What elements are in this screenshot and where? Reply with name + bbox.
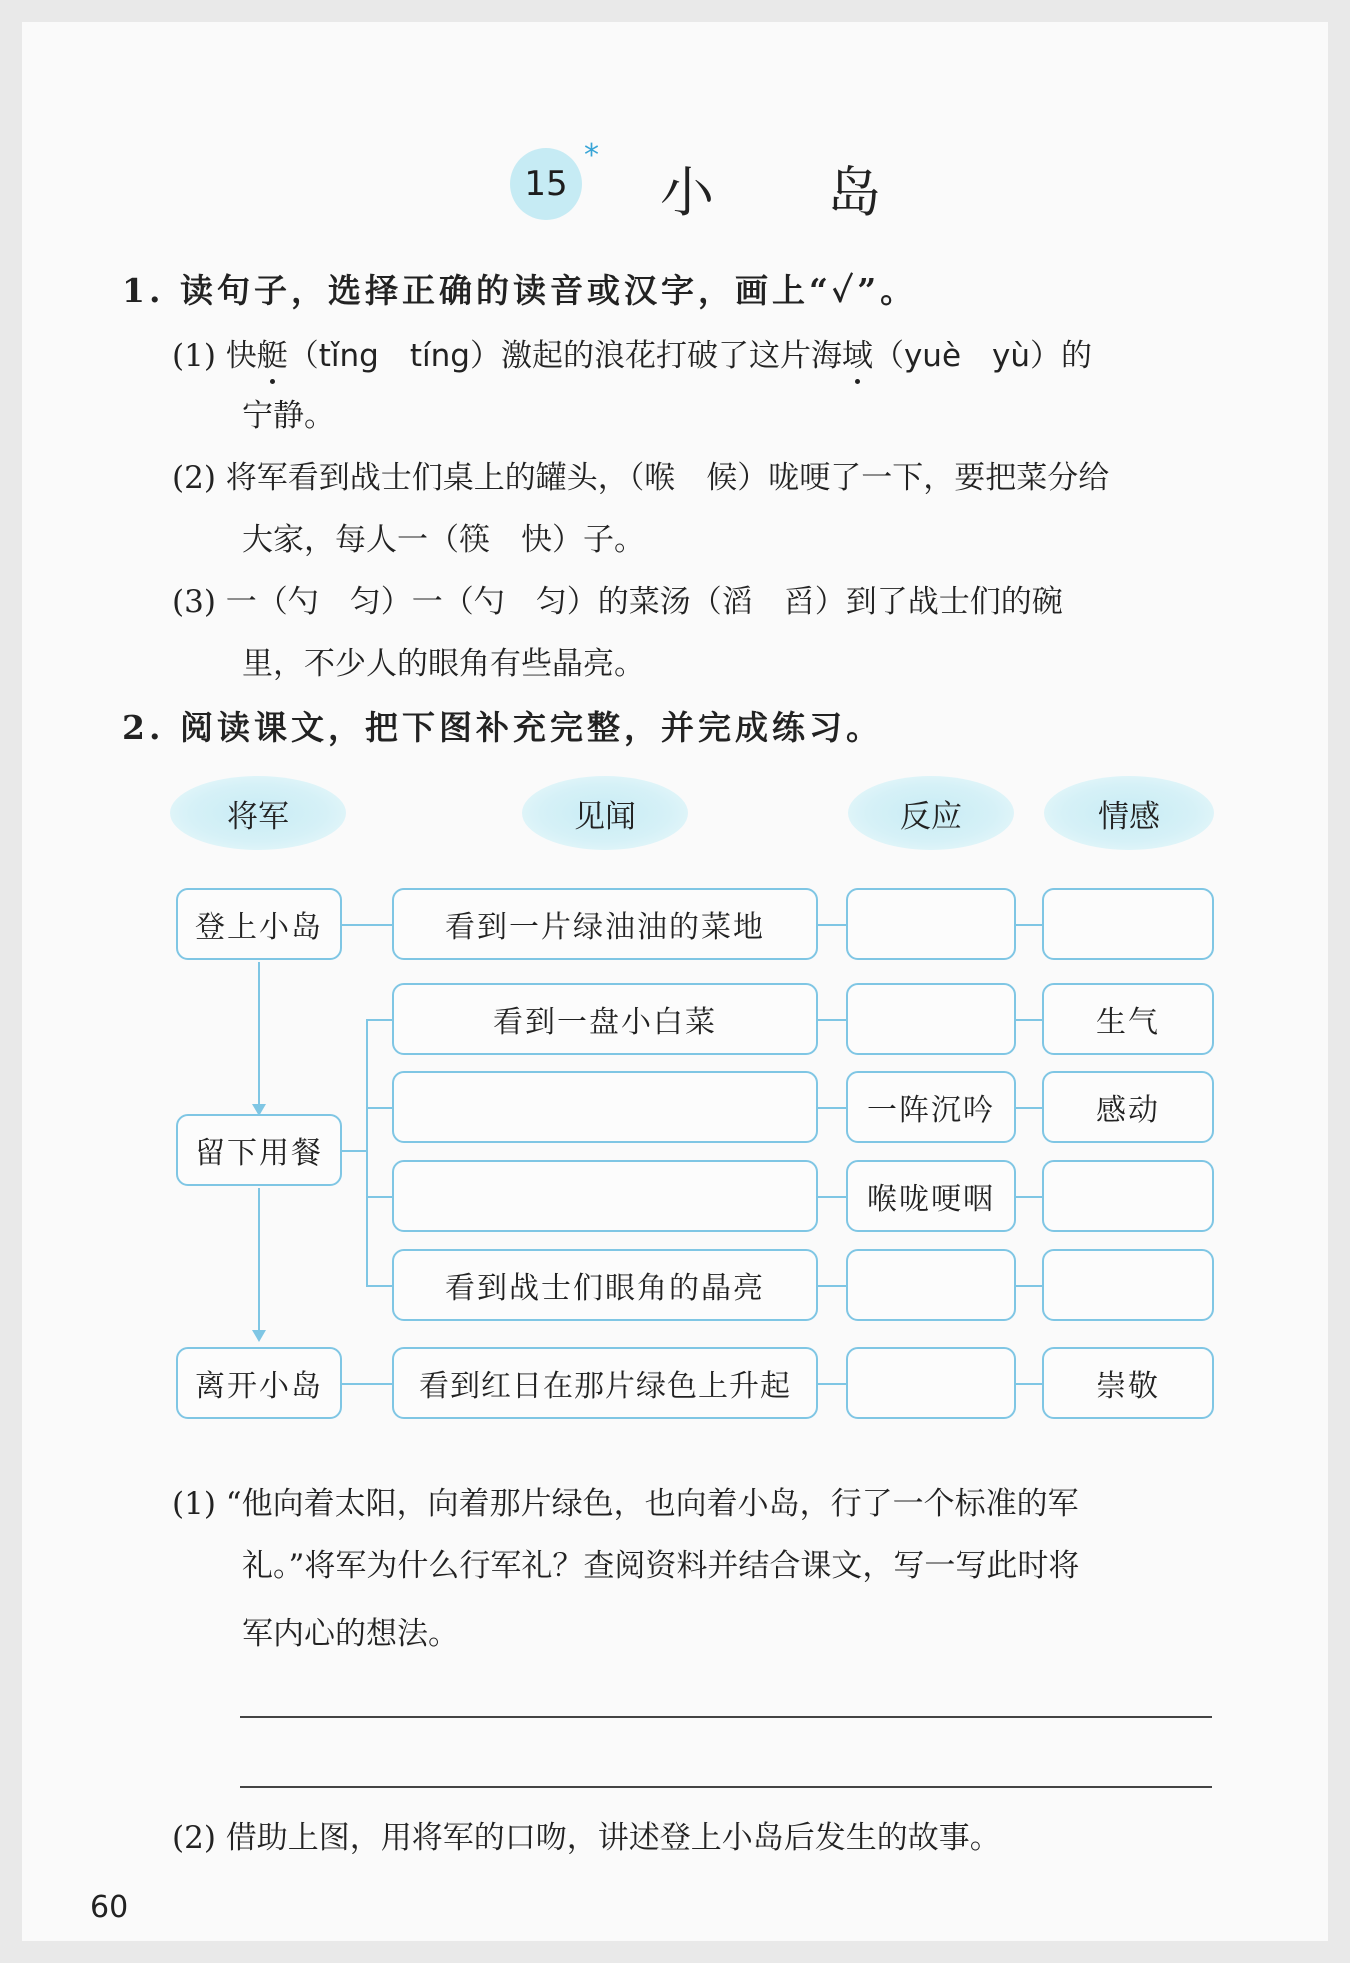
- qinggan-box-3: 感动: [1042, 1071, 1214, 1143]
- jianwen-box-3[interactable]: [392, 1071, 818, 1143]
- sub2-text: (2) 借助上图，用将军的口吻，讲述登上小岛后发生的故事。: [172, 1820, 1001, 1856]
- stage-box-2: 留下用餐: [176, 1114, 342, 1186]
- connector-stage1: [340, 924, 394, 926]
- row3-link-a: [816, 1107, 848, 1109]
- q1-item-2-line-2: 大家，每人一（筷 快）子。: [242, 522, 645, 558]
- row2-link-a: [816, 1019, 848, 1021]
- flow-line-2: [258, 1188, 260, 1334]
- q1-item-1-line-1: (1) 快艇（tǐng tíng）激起的浪花打破了这片海域（yuè yù）的: [172, 338, 1093, 374]
- q1-item-2-line-1: (2) 将军看到战士们桌上的罐头，（喉 候）咙哽了一下，要把菜分给: [172, 460, 1110, 496]
- bracket-tick-1: [366, 1019, 394, 1021]
- jianwen-box-6: 看到红日在那片绿色上升起: [392, 1347, 818, 1419]
- question-2-prompt: 2. 阅读课文，把下图补充完整，并完成练习。: [122, 708, 883, 747]
- sub1-line-3: 军内心的想法。: [242, 1616, 459, 1652]
- header-jiangjun: 将军: [170, 776, 346, 850]
- row4-link-a: [816, 1196, 848, 1198]
- answer-line-1[interactable]: [240, 1716, 1212, 1718]
- q1-item-3-line-2: 里，不少人的眼角有些晶亮。: [242, 646, 645, 682]
- qinggan-box-5[interactable]: [1042, 1249, 1214, 1321]
- qinggan-box-4[interactable]: [1042, 1160, 1214, 1232]
- bracket-tick-3: [366, 1196, 394, 1198]
- row4-link-b: [1014, 1196, 1044, 1198]
- flow-line-1: [258, 962, 260, 1108]
- connector-stage3: [340, 1383, 394, 1385]
- bracket-stage2: [366, 1019, 368, 1287]
- jianwen-box-5: 看到战士们眼角的晶亮: [392, 1249, 818, 1321]
- fanying-box-3: 一阵沉吟: [846, 1071, 1016, 1143]
- row6-link-b: [1014, 1383, 1044, 1385]
- qinggan-box-6: 崇敬: [1042, 1347, 1214, 1419]
- sub1-line-2: 礼。”将军为什么行军礼？查阅资料并结合课文，写一写此时将: [242, 1548, 1080, 1584]
- fanying-box-4: 喉咙哽咽: [846, 1160, 1016, 1232]
- qinggan-box-2: 生气: [1042, 983, 1214, 1055]
- lesson-title: 小 岛: [660, 161, 930, 224]
- bracket-tick-4: [366, 1285, 394, 1287]
- header-fanying: 反应: [848, 776, 1014, 850]
- flow-arrow-2: [252, 1330, 266, 1342]
- lesson-header: [510, 138, 930, 240]
- jianwen-box-4[interactable]: [392, 1160, 818, 1232]
- lesson-star-mark: *: [584, 138, 599, 173]
- jianwen-box-1: 看到一片绿油油的菜地: [392, 888, 818, 960]
- header-qinggan: 情感: [1044, 776, 1214, 850]
- row6-link-a: [816, 1383, 848, 1385]
- fanying-box-1[interactable]: [846, 888, 1016, 960]
- q1-item-3-line-1: (3) 一（勺 匀）一（勺 匀）的菜汤（滔 舀）到了战士们的碗: [172, 584, 1063, 620]
- fanying-box-5[interactable]: [846, 1249, 1016, 1321]
- row1-link-b: [1014, 924, 1044, 926]
- row5-link-b: [1014, 1285, 1044, 1287]
- jianwen-box-2: 看到一盘小白菜: [392, 983, 818, 1055]
- bracket-tick-2: [366, 1107, 394, 1109]
- row3-link-b: [1014, 1107, 1044, 1109]
- sub1-line-1: (1) “他向着太阳，向着那片绿色，也向着小岛，行了一个标准的军: [172, 1486, 1079, 1522]
- q1-item-1-line-2: 宁静。: [242, 398, 335, 434]
- question-1-prompt: 1. 读句子，选择正确的读音或汉字，画上“✓”。: [122, 271, 918, 310]
- fanying-box-6[interactable]: [846, 1347, 1016, 1419]
- header-jianwen: 见闻: [522, 776, 688, 850]
- row5-link-a: [816, 1285, 848, 1287]
- qinggan-box-1[interactable]: [1042, 888, 1214, 960]
- stage-box-3: 离开小岛: [176, 1347, 342, 1419]
- lesson-number-badge: 15: [510, 148, 582, 220]
- page-number: 60: [90, 1890, 129, 1925]
- row2-link-b: [1014, 1019, 1044, 1021]
- row1-link-a: [816, 924, 848, 926]
- stage-box-1: 登上小岛: [176, 888, 342, 960]
- connector-stage2: [340, 1150, 366, 1152]
- fanying-box-2[interactable]: [846, 983, 1016, 1055]
- answer-line-2[interactable]: [240, 1786, 1212, 1788]
